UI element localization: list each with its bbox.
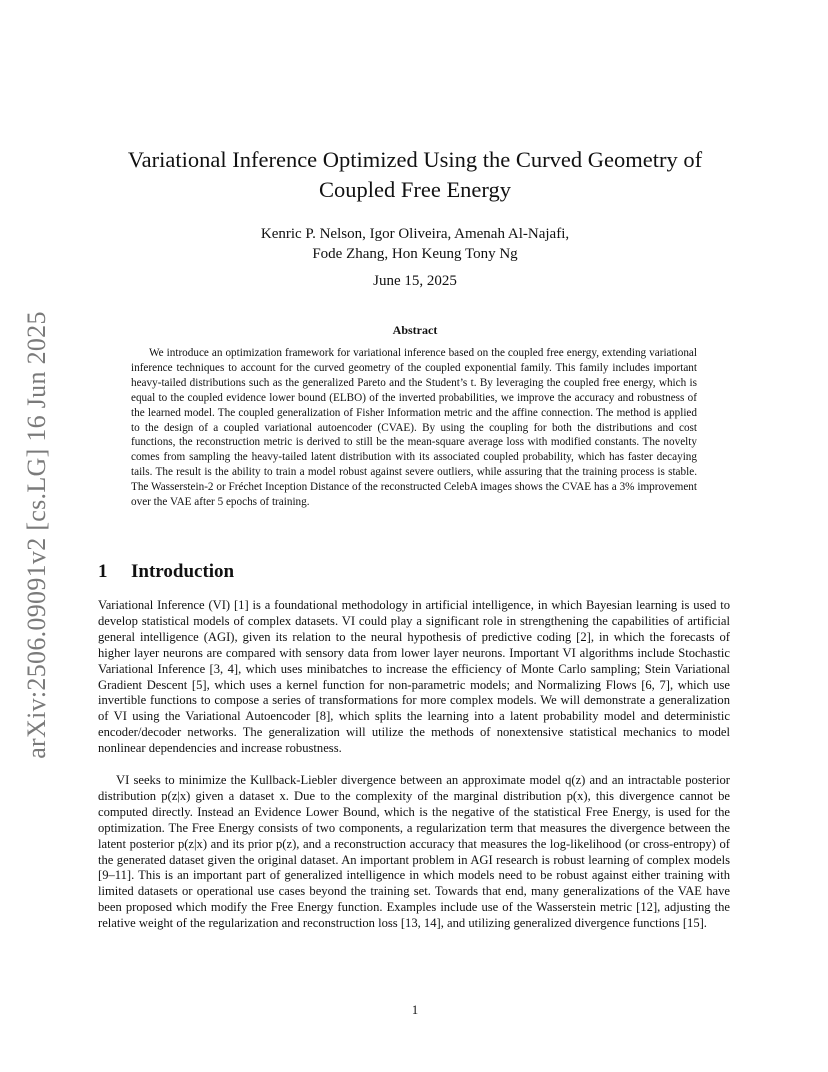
section-number: 1	[98, 561, 108, 582]
author-line-1: Kenric P. Nelson, Igor Oliveira, Amenah Al-Najafi,	[260, 226, 570, 242]
body-paragraph-2: VI seeks to minimize the Kullback-Liebler divergence between an approximate model q(z) and an intractable posterior distribution p(z|x) given a dataset x. Due to the complexity of the marginal distribution p(x), this divergence cannot be computed directly. Instead an Evidence Lower Bound, which is the negative of the statistical Free Energy, is used for the optimization. The Free Energy consists of two components, a regularization term that measures the divergence between the latent posterior p(z|x) and its prior p(z), and a reconstruction accuracy that measures the log-likelihood (or cross-entropy) of the generated dataset given the original dataset. An important problem in AGI research is robust learning of complex models [9–11]. This is an important part of generalized intelligence in which models need to be robust against either training with limited datasets or operational use cases beyond the training set. Towards that end, many generalizations of the VAE have been proposed which modify the Free Energy function. Examples include use of the Wasserstein metric [12], adjusting the relative weight of the regularization and reconstruction loss [13, 14], and utilizing generalized divergence functions [15].	[98, 773, 730, 931]
section-heading	[98, 561, 234, 583]
section-title: Introduction	[131, 561, 235, 582]
arxiv-identifier-text: arXiv:2506.09091v2 [cs.LG] 16 Jun 2025	[22, 311, 51, 759]
abstract-heading: Abstract	[392, 323, 438, 337]
author-line-2: Fode Zhang, Hon Keung Tony Ng	[312, 246, 518, 262]
page-number: 1	[411, 1003, 419, 1017]
body-paragraph-1: Variational Inference (VI) [1] is a foundational methodology in artificial intelligence, in which Bayesian learning is used to develop statistical models of complex datasets. VI could play a significant role in strengthening the capabilities of artificial general intelligence (AGI), given its relation to the neural hypothesis of predictive coding [2], in which the forecasts of higher layer neurons are compared with sensory data from lower layer neurons. Important VI algorithms include Stochastic Variational Inference [3, 4], which uses minibatches to increase the efficiency of Monte Carlo sampling; Stein Variational Gradient Descent [5], which uses a kernel function for non-parametric models; and Normalizing Flows [6, 7], which use invertible functions to compose a series of transformations for more complex models. We will demonstrate a generalization of VI using the Variational Autoencoder [8], which splits the learning into a latent probability model and deterministic encoder/decoder networks. The generalization will utilize the methods of nonextensive statistical mechanics to model nonlinear dependencies and increase robustness.	[98, 598, 730, 756]
author-list	[100, 224, 730, 264]
arxiv-identifier	[20, 300, 54, 770]
abstract-body: We introduce an optimization framework for variational inference based on the coupled free energy, extending variational inference techniques to account for the curved geometry of the coupled exponential family. This family includes important heavy-tailed distributions such as the generalized Pareto and the Student’s t. By leveraging the coupled free energy, which is equal to the coupled evidence lower bound (ELBO) of the inverted probabilities, we improve the accuracy and robustness of the learned model. The coupled generalization of Fisher Information metric and the affine connection. The method is applied to the design of a coupled variational autoencoder (CVAE). By using the coupling for both the distributions and cost functions, the reconstruction metric is derived to still be the mean-square average loss with modified constants. The novelty comes from sampling the heavy-tailed latent distribution with its associated coupled probability, which has faster decaying tails. The result is the ability to train a model robust against severe outliers, while assuring that the training process is stable. The Wasserstein-2 or Fréchet Inception Distance of the reconstructed CelebA images shows the CVAE has a 3% improvement over the VAE after 5 epochs of training.	[131, 347, 697, 509]
publication-date: June 15, 2025	[373, 273, 457, 289]
paper-title: Variational Inference Optimized Using the Curved Geometry of Coupled Free Energy	[127, 147, 703, 202]
